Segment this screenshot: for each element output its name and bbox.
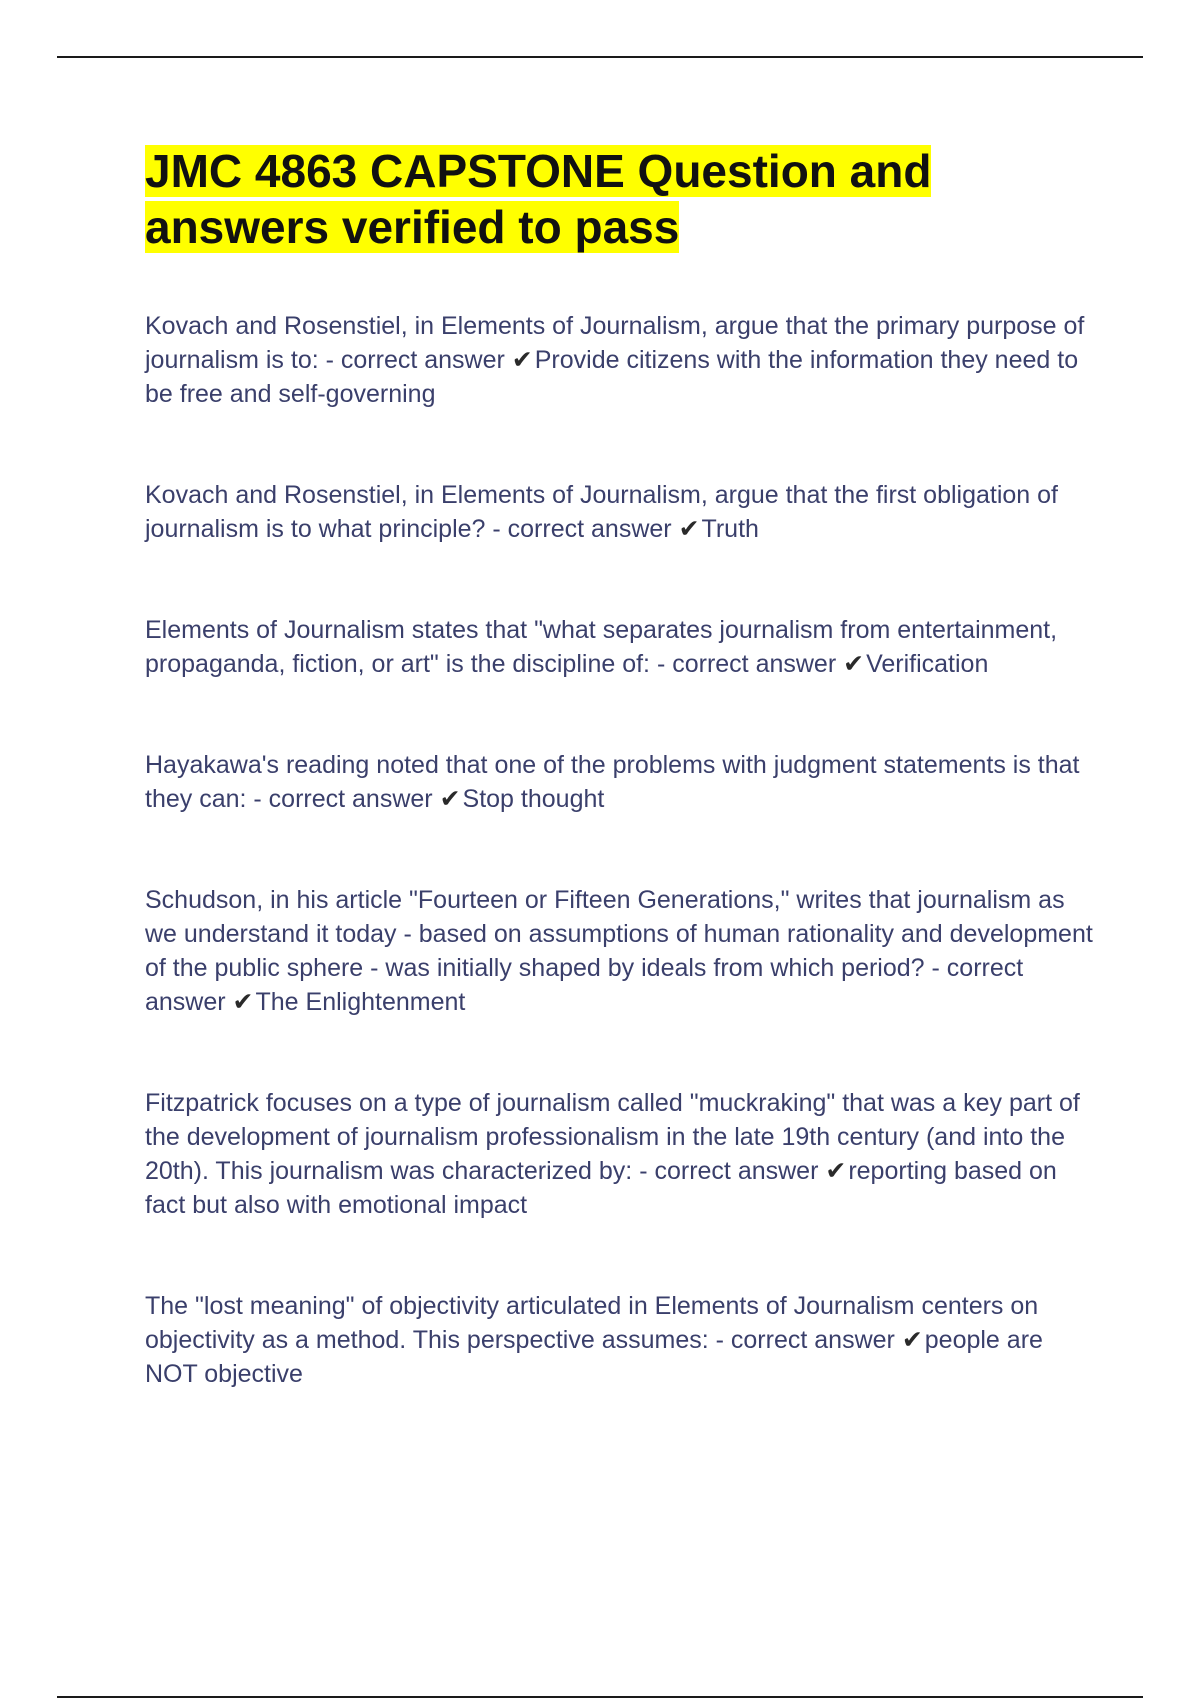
document-title <box>145 143 1095 255</box>
check-mark-icon: ✔ <box>843 650 865 678</box>
answer-text: The Enlightenment <box>255 988 466 1016</box>
answer-text: Verification <box>866 650 989 678</box>
check-mark-icon: ✔ <box>232 988 254 1016</box>
answer-label: correct answer <box>672 650 837 678</box>
qa-item <box>145 613 1095 681</box>
answer-label: correct answer <box>340 346 505 374</box>
bottom-rule <box>57 1696 1143 1698</box>
check-mark-icon: ✔ <box>901 1326 923 1354</box>
answer-label: correct answer <box>268 785 433 813</box>
qa-item <box>145 748 1095 816</box>
qa-item <box>145 478 1095 546</box>
separator: - <box>246 785 269 813</box>
check-mark-icon: ✔ <box>439 785 461 813</box>
check-mark-icon: ✔ <box>678 515 700 543</box>
title-line: JMC 4863 CAPSTONE Question and <box>145 145 932 197</box>
question-text: Schudson, in his article "Fourteen or Fifteen Generations," writes that journalism as we understand it today - based on assumptions of human rationality and development of the public sphere - was initially shaped by ideals from which period? <box>145 886 1093 982</box>
separator: - <box>632 1157 655 1185</box>
question-text: Elements of Journalism states that "what separates journalism from entertainment, propaganda, fiction, or art" is the discipline of: <box>145 616 1058 678</box>
separator: - <box>485 515 508 543</box>
answer-label: correct answer <box>730 1326 895 1354</box>
answer-text: people are NOT objective <box>145 1326 1043 1388</box>
separator: - <box>318 346 341 374</box>
question-text: Hayakawa's reading noted that one of the problems with judgment statements is that they can: <box>145 751 1080 813</box>
answer-text: reporting based on fact but also with emotional impact <box>145 1157 1057 1219</box>
question-text: Fitzpatrick focuses on a type of journalism called "muckraking" that was a key part of the development of journalism professionalism in the late 19th century (and into the 20th). This journalism was characterized by: <box>145 1089 1080 1185</box>
answer-text: Stop thought <box>462 785 605 813</box>
check-mark-icon: ✔ <box>511 346 533 374</box>
answer-label: correct answer <box>507 515 672 543</box>
qa-item <box>145 1289 1095 1391</box>
qa-list <box>145 309 1095 1391</box>
question-text: The "lost meaning" of objectivity articulated in Elements of Journalism centers on objectivity as a method. This perspective assumes: <box>145 1292 1039 1354</box>
separator: - <box>708 1326 731 1354</box>
top-rule <box>57 56 1143 58</box>
qa-item <box>145 883 1095 1019</box>
question-text: Kovach and Rosenstiel, in Elements of Journalism, argue that the primary purpose of journalism is to: <box>145 312 1085 374</box>
separator: - <box>650 650 673 678</box>
check-mark-icon: ✔ <box>825 1157 847 1185</box>
answer-label: correct answer <box>654 1157 819 1185</box>
document-body <box>145 143 1095 1458</box>
qa-item <box>145 1086 1095 1222</box>
answer-label: correct answer <box>145 954 1024 1016</box>
answer-text: Provide citizens with the information they need to be free and self-governing <box>145 346 1079 408</box>
separator: - <box>924 954 947 982</box>
title-line: answers verified to pass <box>145 201 680 253</box>
qa-item <box>145 309 1095 411</box>
answer-text: Truth <box>701 515 759 543</box>
question-text: Kovach and Rosenstiel, in Elements of Journalism, argue that the first obligation of journalism is to what principle? <box>145 481 1059 543</box>
